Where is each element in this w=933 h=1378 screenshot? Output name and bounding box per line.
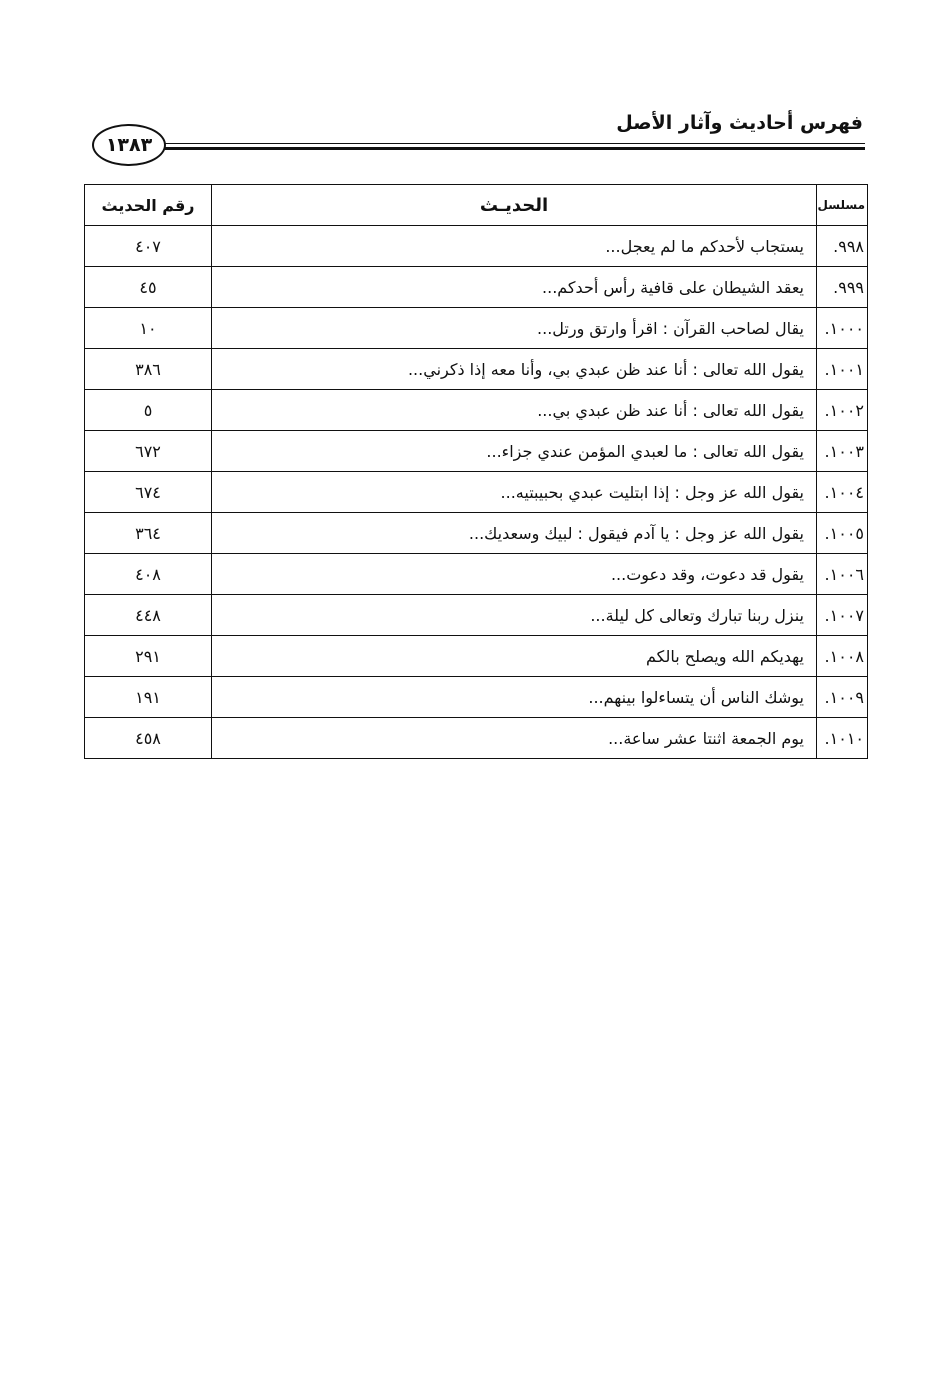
hadith-text-cell: يعقد الشيطان على قافية رأس أحدكم... [212,267,817,308]
hadith-number-cell: ٣٦٤ [85,513,212,554]
header-rule [165,143,865,150]
table-body [85,226,868,759]
table-row [85,308,868,349]
hadith-text-cell: يقال لصاحب القرآن : اقرأ وارتق ورتل... [212,308,817,349]
table-row [85,267,868,308]
table-row [85,472,868,513]
hadith-text-cell: يهديكم الله ويصلح بالكم [212,636,817,677]
hadith-text-cell: يستجاب لأحدكم ما لم يعجل... [212,226,817,267]
running-title: فهرس أحاديث وآثار الأصل [616,112,863,134]
serial-cell: ١٠٠٦. [817,554,868,595]
serial-cell: ١٠٠٨. [817,636,868,677]
table-row [85,390,868,431]
hadith-number-cell: ٥ [85,390,212,431]
hadith-number-cell: ٤٠٨ [85,554,212,595]
table-row [85,513,868,554]
table-row [85,431,868,472]
hadith-number-cell: ٤٥ [85,267,212,308]
table-row [85,677,868,718]
serial-cell: ٩٩٨. [817,226,868,267]
table-row [85,595,868,636]
hadith-number-cell: ٤٠٧ [85,226,212,267]
hadith-text-cell: يوشك الناس أن يتساءلوا بينهم... [212,677,817,718]
hadith-index-table [84,184,868,759]
hadith-text-cell: يقول الله تعالى : أنا عند ظن عبدي بي... [212,390,817,431]
table-row [85,226,868,267]
serial-cell: ١٠١٠. [817,718,868,759]
hadith-text-cell: يقول قد دعوت، وقد دعوت... [212,554,817,595]
hadith-text-cell: يقول الله عز وجل : إذا ابتليت عبدي بحبيبتيه... [212,472,817,513]
hadith-text-cell: يقول الله تعالى : أنا عند ظن عبدي بي، وأنا معه إذا ذكرني... [212,349,817,390]
serial-cell: ١٠٠٣. [817,431,868,472]
hadith-number-cell: ٢٩١ [85,636,212,677]
hadith-number-cell: ١٠ [85,308,212,349]
serial-cell: ١٠٠٩. [817,677,868,718]
column-header-serial: مسلسل [817,185,868,226]
column-header-hadith: الحديـث [212,185,817,226]
table-row [85,636,868,677]
hadith-number-cell: ٦٧٢ [85,431,212,472]
table-row [85,349,868,390]
serial-cell: ١٠٠٤. [817,472,868,513]
hadith-number-cell: ٣٨٦ [85,349,212,390]
hadith-number-cell: ١٩١ [85,677,212,718]
hadith-text-cell: يوم الجمعة اثنتا عشر ساعة... [212,718,817,759]
serial-cell: ١٠٠٠. [817,308,868,349]
hadith-text-cell: يقول الله تعالى : ما لعبدي المؤمن عندي جزاء... [212,431,817,472]
hadith-number-cell: ٤٥٨ [85,718,212,759]
page-number: ١٣٨٣ [92,124,166,166]
hadith-number-cell: ٦٧٤ [85,472,212,513]
table-header-row [85,185,868,226]
serial-cell: ٩٩٩. [817,267,868,308]
hadith-text-cell: ينزل ربنا تبارك وتعالى كل ليلة... [212,595,817,636]
column-header-hadith-number: رقم الحديث [85,185,212,226]
table-row [85,718,868,759]
table-row [85,554,868,595]
serial-cell: ١٠٠٧. [817,595,868,636]
hadith-number-cell: ٤٤٨ [85,595,212,636]
hadith-text-cell: يقول الله عز وجل : يا آدم فيقول : لبيك وسعديك... [212,513,817,554]
serial-cell: ١٠٠٢. [817,390,868,431]
serial-cell: ١٠٠١. [817,349,868,390]
serial-cell: ١٠٠٥. [817,513,868,554]
